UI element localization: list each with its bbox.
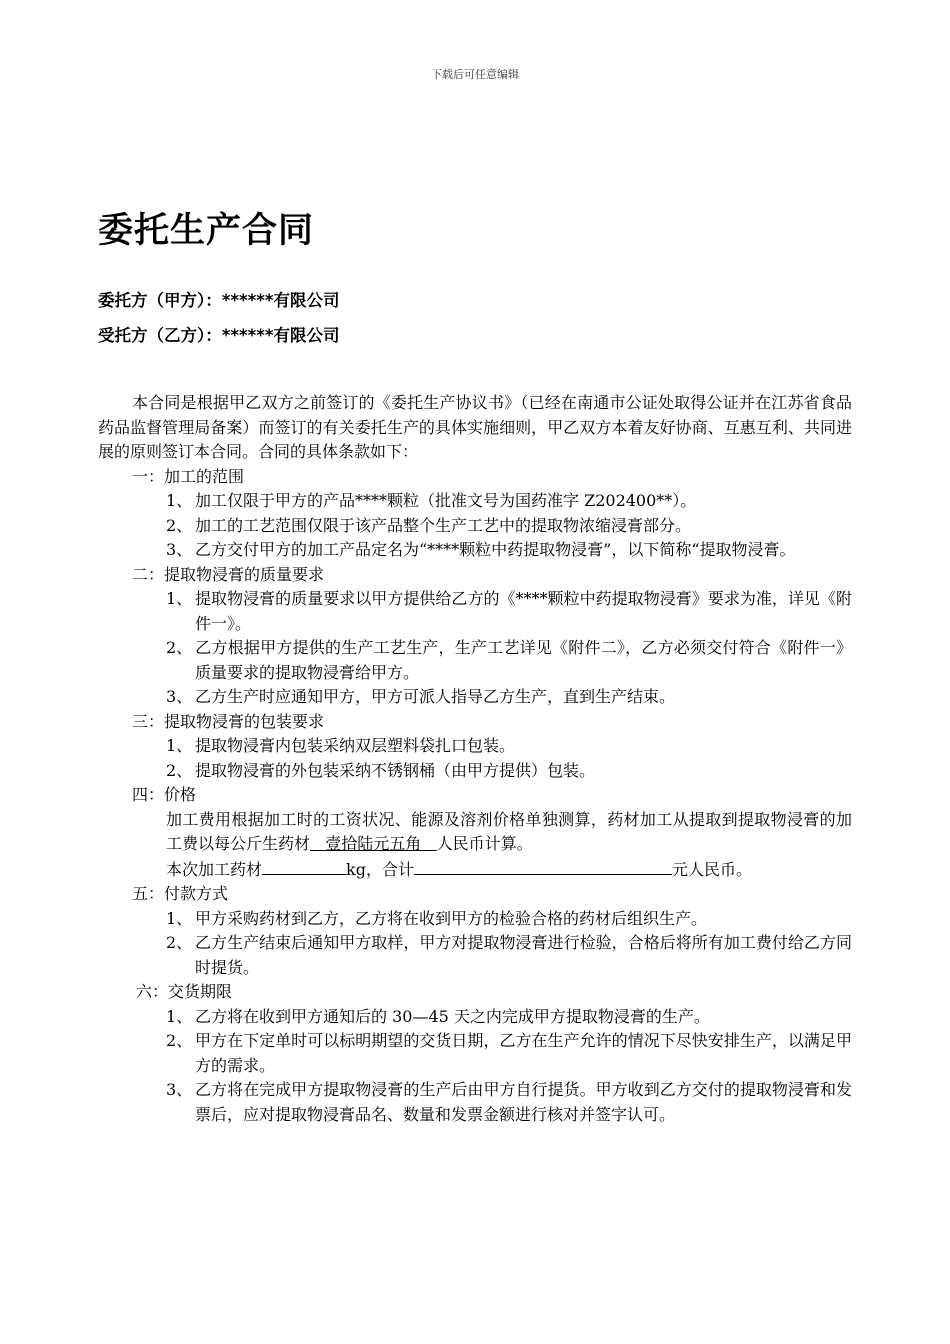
item-text: 提取物浸膏的质量要求以甲方提供给乙方的《****颗粒中药提取物浸膏》要求为准，详见《附件一》。 [195,589,852,633]
total-label: kg，合计 [346,859,414,879]
item-number: 1、 [166,491,193,510]
section-heading: 四：价格 [132,785,197,804]
item-number: 2、 [166,933,193,952]
item-number: 1、 [166,908,193,928]
price-filled-blank: 壹拾陆元五角 [325,834,422,853]
list-item [166,1005,852,1030]
contract-body [98,391,852,1127]
party-a: 委托方（甲方）：******有限公司 [98,291,340,310]
item-number: 3、 [166,1080,193,1099]
list-item [166,931,852,980]
item-text: 甲方在下定单时可以标明期望的交货日期，乙方在生产允许的情况下尽快安排生产，以满足甲方的需求。 [195,1031,852,1075]
list-item [166,1078,852,1127]
item-text: 乙方根据甲方提供的生产工艺生产，生产工艺详见《附件二》，乙方必须交付符合《附件一》质量要求的提取物浸膏给甲方。 [195,638,852,682]
header-note: 下载后可任意编辑 [431,68,519,81]
list-item [166,489,852,514]
item-text: 提取物浸膏内包装采纳双层塑料袋扎口包装。 [195,736,516,755]
quantity-line [166,857,852,883]
party-b: 受托方（乙方）：******有限公司 [98,326,340,345]
item-number: 3、 [166,540,193,559]
list-item [166,1029,852,1078]
item-number: 1、 [166,589,193,608]
item-text: 提取物浸膏的外包装采纳不锈钢桶（由甲方提供）包装。 [195,760,596,780]
item-number: 1、 [166,1006,193,1026]
section-heading: 二：提取物浸膏的质量要求 [132,564,325,584]
total-blank [414,857,672,875]
quantity-blank [262,857,346,875]
item-text: 甲方采购药材到乙方，乙方将在收到甲方的检验合格的药材后组织生产。 [195,908,708,928]
item-text: 加工的工艺范围仅限于该产品整个生产工艺中的提取物浓缩浸膏部分。 [195,515,692,535]
price-text: 加工费用根据加工时的工资状况、能源及溶剂价格单独测算，药材加工从提取到提取物浸膏的加工费以每公斤生药材 [166,809,852,853]
section-heading: 一：加工的范围 [132,466,245,486]
list-item [166,587,852,636]
item-number: 2、 [166,760,193,780]
list-item [166,514,852,539]
document-title: 委托生产合同 [98,211,315,251]
intro-paragraph: 本合同是根据甲乙双方之前签订的《委托生产协议书》（已经在南通市公证处取得公证并在江苏省食品药品监督管理局备案）而签订的有关委托生产的具体实施细则，甲乙双方本着友好协商、互惠互利、共同进展的原则签订本合同。合同的具体条款如下： [98,393,852,461]
price-paragraph [166,808,852,857]
section-heading: 三：提取物浸膏的包装要求 [132,711,325,731]
list-item [166,734,852,759]
quantity-label: 本次加工药材 [166,859,263,879]
item-number: 2、 [166,1031,193,1050]
list-item [166,636,852,685]
list-item [166,759,852,784]
item-text: 加工仅限于甲方的产品****颗粒（批准文号为国药准字 Z202400**）。 [195,491,697,510]
item-number: 2、 [166,515,193,535]
item-number: 3、 [166,687,193,706]
price-text-end: 人民币计算。 [436,834,533,853]
item-text: 乙方交付甲方的加工产品定名为“****颗粒中药提取物浸膏”，以下简称“提取物浸膏。 [195,540,796,559]
section-heading: 五：付款方式 [132,884,229,903]
item-number: 2、 [166,638,193,657]
currency-label: 元人民币。 [671,859,752,879]
item-text: 乙方将在完成甲方提取物浸膏的生产后由甲方自行提货。甲方收到乙方交付的提取物浸膏和发票后，应对提取物浸膏品名、数量和发票金额进行核对并签字认可。 [195,1080,852,1124]
item-text: 乙方生产结束后通知甲方取样，甲方对提取物浸膏进行检验，合格后将所有加工费付给乙方同时提货。 [195,933,852,977]
item-number: 1、 [166,736,193,755]
list-item [166,685,852,710]
list-item [166,538,852,563]
item-text: 乙方生产时应通知甲方，甲方可派人指导乙方生产，直到生产结束。 [195,687,676,706]
item-text: 乙方将在收到甲方通知后的 30—45 天之内完成甲方提取物浸膏的生产。 [195,1006,710,1026]
list-item [166,907,852,932]
section-heading: 六：交货期限 [136,982,233,1001]
